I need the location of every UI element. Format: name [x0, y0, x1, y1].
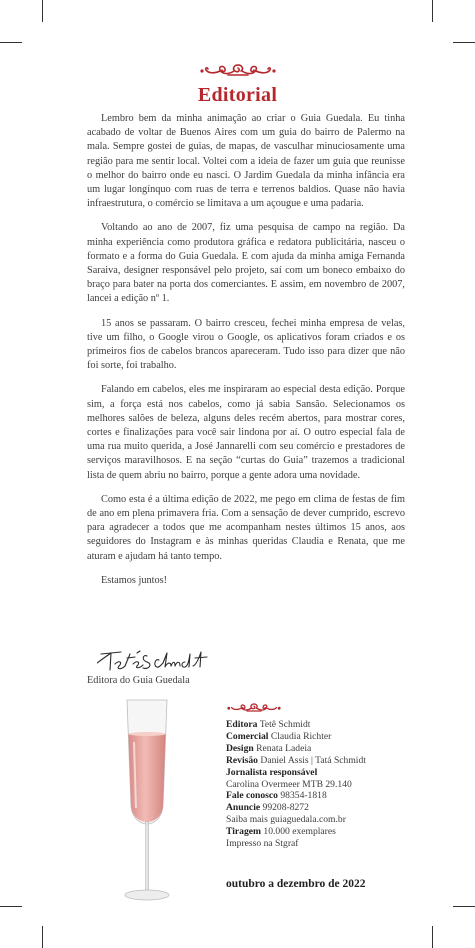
credit-row: Design Renata Ladeia — [226, 742, 312, 754]
champagne-glass-icon — [112, 698, 182, 912]
paragraph: Voltando ao ano de 2007, fiz uma pesquisa de campo na região. Da minha experiência como produtora gráfica e redatora publicitária, nasceu o formato e a forma do Guia Guedala. E com ajuda da minha amiga Fernanda Saraiva, designer responsável pelo projeto, saí com um boneco embaixo do braço para bater na porta dos comerciantes. E assim, em novembro de 2007, lancei a edição nº 1. — [87, 222, 405, 305]
paragraph: Falando em cabelos, eles me inspiraram ao especial desta edição. Porque sim, a força está nos cabelos, como já sabia Sansão. Selecionamos os melhores salões de beleza, alguns deles recém abertos, para mostrar cores, cortes e finalizações para você sair lindona por aí. O outro especial fala de uma rua muito querida, a José Jannarelli com seu comércio e prestadores de serviços maravilhosos. E na seção “curtas do Guia” trazemos a tradicional lista de quem abriu no bairro, porque a gente adora uma novidade. — [87, 384, 405, 481]
credit-row: Anuncie 99208-8272 — [226, 802, 309, 814]
credits-list — [226, 719, 466, 850]
crop-mark-bottom-right-h — [453, 906, 475, 907]
credit-row: Editora Tetê Schmidt — [226, 719, 311, 730]
crop-mark-top-left — [42, 0, 43, 22]
credit-row: Comercial Claudia Richter — [226, 730, 332, 742]
credit-row: Impresso na Stgraf — [226, 838, 299, 850]
crop-mark-bottom-left-h — [0, 906, 22, 907]
ornament-icon — [226, 699, 282, 718]
crop-mark-top-right — [432, 0, 433, 22]
ornament-icon — [0, 62, 475, 82]
editorial-body — [87, 112, 405, 598]
credit-row: Fale conosco 98354-1818 — [226, 790, 327, 802]
paragraph: Estamos juntos! — [101, 574, 168, 586]
edition-date: outubro a dezembro de 2022 — [226, 878, 366, 890]
page-title: Editorial — [197, 84, 278, 106]
credit-row: Tiragem 10.000 exemplares — [226, 826, 336, 838]
credit-row: Saiba mais guiaguedala.com.br — [226, 814, 346, 826]
credit-row: Jornalista responsável — [226, 766, 318, 778]
credit-row: Carolina Overmeer MTB 29.140 — [226, 778, 352, 790]
credit-row: Revisão Daniel Assis | Tatá Schmidt — [226, 754, 366, 766]
paragraph: Como esta é a última edição de 2022, me pego em clima de festas de fim de ano em plena primavera fria. Com a sensação de dever cumprido, escrevo para agradecer a todos que me acompanham nestes últimos 15 anos, aos seguidores do Instagram e às minhas queridas Claudia e Renata, que me aturam e ajudam há tanto tempo. — [87, 493, 405, 562]
paragraph: 15 anos se passaram. O bairro cresceu, fechei minha empresa de velas, tive um filho, o Google virou o Google, os aplicativos foram criados e os primeiros fios de cabelos brancos apareceram. Tudo isso para dizer que não foi sorte, foi trabalho. — [87, 317, 405, 372]
crop-mark-top-right-h — [453, 42, 475, 43]
crop-mark-bottom-left — [42, 926, 43, 948]
signature-caption: Editora do Guia Guedala — [87, 675, 190, 686]
crop-mark-top-left-h — [0, 42, 22, 43]
paragraph: Lembro bem da minha animação ao criar o Guia Guedala. Eu tinha acabado de voltar de Buenos Aires com um guia do bairro de Palermo na mala. Sempre gostei de guias, de mapas, de vasculhar minuciosamente uma região para me sentir local. Voltei com a ideia de fazer um guia que reunisse o melhor do bairro onde eu nasci. O Jardim Guedala da minha infância era um lugar longínquo com ruas de terra e terrenos baldios. Quase não havia infraestrutura, o comércio se limitava a um açougue e uma padaria. — [87, 113, 405, 210]
crop-mark-bottom-right — [432, 926, 433, 948]
